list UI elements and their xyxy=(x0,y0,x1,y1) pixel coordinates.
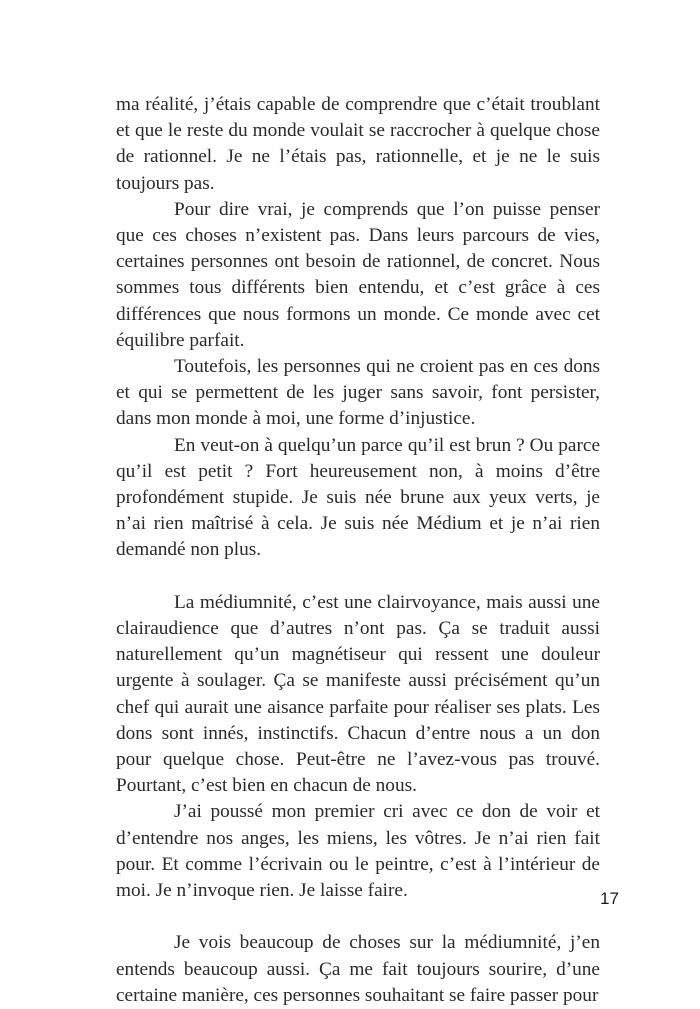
paragraph: Pour dire vrai, je comprends que l’on puisse penser que ces choses n’existent pas. Dans leurs parcours de vies, certaines personnes ont besoin de rationnel, de concret. Nous sommes tous différents bien entendu, et c’est grâce à ces différences que nous formons un monde. Ce monde avec cet équilibre parfait. xyxy=(116,198,600,351)
paragraph: J’ai poussé mon premier cri avec ce don de voir et d’entendre nos anges, les miens, les vôtres. Je n’ai rien fait pour. Et comme l’écrivain ou le peintre, c’est à l’intérieur de moi. Je n’invoque rien. Je laisse faire. xyxy=(116,801,600,902)
paragraph: En veut-on à quelqu’un parce qu’il est brun ? Ou parce qu’il est petit ? Fort heureusement non, à moins d’être profondément stupide. Je suis née brune aux yeux verts, je n’ai rien maîtrisé à cela. Je suis née Médium et je n’ai rien demandé non plus. xyxy=(116,434,600,561)
paragraph: Je vois beaucoup de choses sur la médiumnité, j’en entends beaucoup aussi. Ça me fait toujours sourire, d’une certaine manière, ces personnes souhaitant se faire passer pour xyxy=(116,932,600,1006)
page-number: 17 xyxy=(600,889,619,908)
paragraph: Toutefois, les personnes qui ne croient pas en ces dons et qui se permettent de les juger sans savoir, font persister, dans mon monde à moi, une forme d’injustice. xyxy=(116,356,600,430)
body-text xyxy=(116,92,600,1009)
paragraph: La médiumnité, c’est une clairvoyance, mais aussi une clairaudience que d’autres n’ont pas. Ça se traduit aussi naturellement qu’un magnétiseur qui ressent une douleur urgente à soulager. Ça se manifeste aussi précisément qu’un chef qui aurait une aisance parfaite pour réaliser ses plats. Les dons sont innés, instinctifs. Chacun d’entre nous a un don pour quelque chose. Peut-être ne l’avez-vous pas trouvé. Pourtant, c’est bien en chacun de nous. xyxy=(116,591,600,797)
paragraph: ma réalité, j’étais capable de comprendre que c’était troublant et que le reste du monde voulait se raccrocher à quelque chose de rationnel. Je ne l’étais pas, rationnelle, et je ne le suis toujours pas. xyxy=(116,94,600,194)
